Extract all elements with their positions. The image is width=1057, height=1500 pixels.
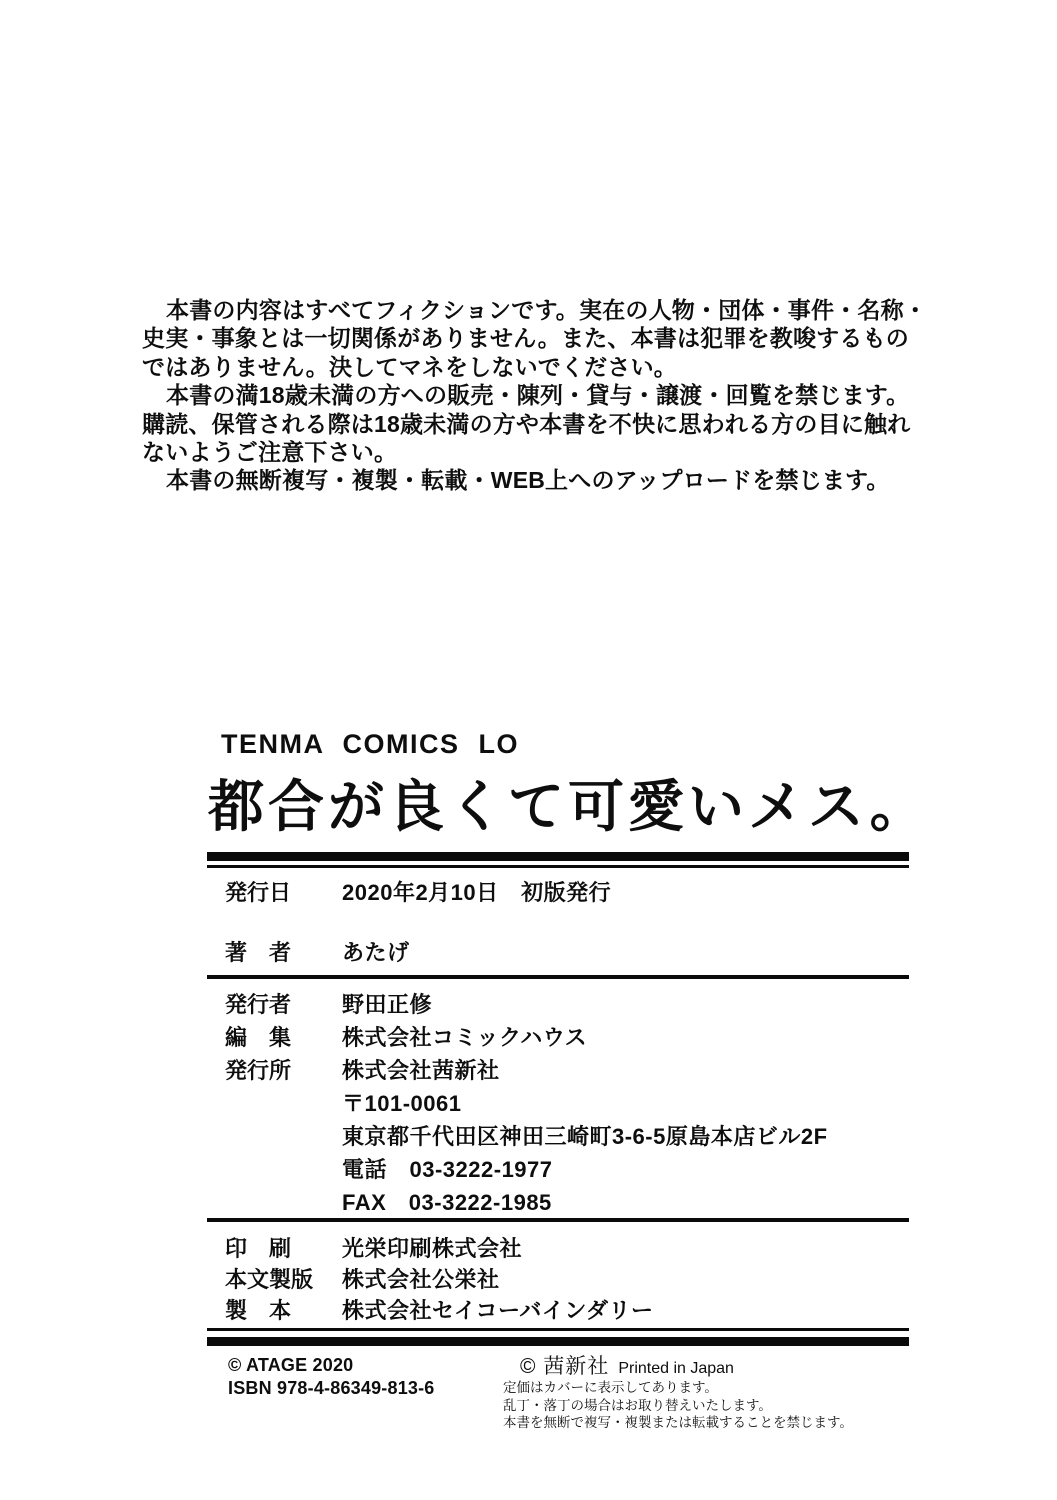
- colophon-row: [225, 988, 909, 1021]
- colophon-row: [225, 1264, 909, 1295]
- colophon-block-edition: [225, 878, 909, 968]
- row-label: 編 集: [225, 1025, 292, 1050]
- row-label: [225, 1186, 342, 1219]
- row-value: 光栄印刷株式会社: [342, 1236, 523, 1261]
- row-value: 株式会社茜新社: [342, 1058, 500, 1083]
- colophon-row: [225, 1054, 909, 1087]
- row-label: 本文製版: [225, 1267, 314, 1292]
- colophon-block-publisher: [225, 988, 909, 1219]
- row-label: 発行者: [225, 992, 292, 1017]
- colophon-row: [225, 1186, 909, 1219]
- footer-note: 定価はカバーに表示してあります。: [503, 1380, 718, 1395]
- row-value: 2020年2月10日 初版発行: [342, 880, 612, 905]
- divider-rule: [207, 1218, 909, 1222]
- row-label: [225, 1120, 342, 1153]
- row-value: 野田正修: [342, 992, 433, 1017]
- thin-rule-top: [207, 865, 909, 868]
- footer-note: 乱丁・落丁の場合はお取り替えいたします。: [503, 1397, 772, 1413]
- colophon-block-printing: [225, 1233, 909, 1326]
- row-value-address: 東京都千代田区神田三崎町3-6-5原島本店ビル2F: [342, 1124, 828, 1149]
- colophon-row: [225, 1295, 909, 1326]
- colophon-row: [225, 878, 909, 908]
- footer-left-column: [228, 1354, 435, 1400]
- colophon-row: [225, 1233, 909, 1264]
- author-copyright: © ATAGE 2020: [228, 1355, 354, 1375]
- row-label: 著 者: [225, 940, 292, 965]
- row-label: 印 刷: [225, 1236, 292, 1261]
- thick-rule-bottom: [207, 1337, 909, 1346]
- disclaimer-paragraph: 本書の内容はすべてフィクションです。実在の人物・団体・事件・名称・史実・事象とは一切関係がありません。また、本書は犯罪を教唆するものではありません。決してマネをしないでください。: [142, 297, 927, 380]
- row-label: 発行日: [225, 880, 292, 905]
- footer-publisher-line: [520, 1350, 734, 1380]
- disclaimer-block: [142, 296, 928, 495]
- row-label: [225, 1087, 342, 1120]
- colophon-row: [225, 938, 909, 968]
- thick-rule-top: [207, 852, 909, 861]
- colophon-row: [225, 1153, 909, 1186]
- row-value-postal-code: 〒101-0061: [342, 1091, 462, 1116]
- row-value-fax: FAX 03-3222-1985: [342, 1190, 552, 1215]
- isbn: ISBN 978-4-86349-813-6: [228, 1378, 435, 1398]
- row-label: 発行所: [225, 1058, 292, 1083]
- row-label: 製 本: [225, 1298, 292, 1323]
- printed-in-japan: Printed in Japan: [618, 1360, 734, 1377]
- colophon-row: [225, 1087, 909, 1120]
- colophon-row: [225, 1021, 909, 1054]
- row-value: 株式会社コミックハウス: [342, 1025, 588, 1050]
- series-imprint-label: TENMA COMICS LO: [221, 729, 519, 759]
- row-label: [225, 1153, 342, 1186]
- footer-note: 本書を無断で複写・複製または転載することを禁じます。: [503, 1415, 853, 1431]
- row-value-phone: 電話 03-3222-1977: [342, 1157, 553, 1182]
- row-value: あたげ: [342, 940, 410, 965]
- divider-rule: [207, 975, 909, 979]
- thin-rule-bottom: [207, 1328, 909, 1331]
- row-value: 株式会社セイコーバインダリー: [342, 1298, 654, 1323]
- book-title: 都合が良くて可愛いメス。: [208, 777, 930, 839]
- disclaimer-paragraph: 本書の満18歳未満の方への販売・陳列・貸与・譲渡・回覧を禁じます。購読、保管される際は18歳未満の方や本書を不快に思われる方の目に触れないようご注意下さい。: [142, 382, 911, 466]
- row-value: 株式会社公栄社: [342, 1267, 500, 1292]
- footer-notes: [503, 1379, 853, 1432]
- publisher-copyright: © 茜新社: [520, 1355, 610, 1378]
- colophon-row: [225, 1120, 909, 1153]
- disclaimer-paragraph: 本書の無断複写・複製・転載・WEB上へのアップロードを禁じます。: [166, 467, 890, 494]
